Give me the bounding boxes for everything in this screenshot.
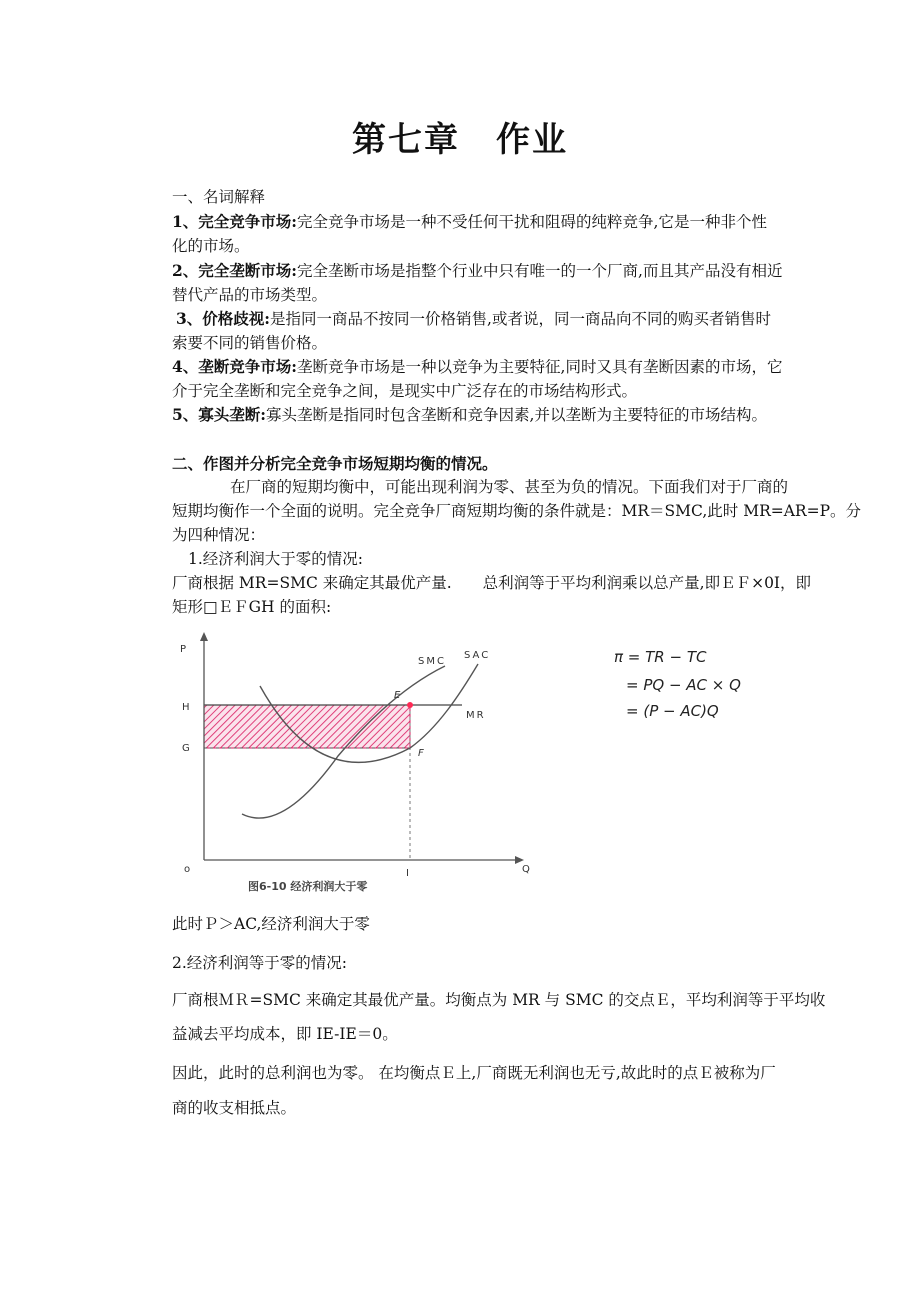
definition-2-line1 <box>172 261 782 281</box>
label-q: Q <box>522 864 530 875</box>
definition-3-line2: 索要不同的销售价格。 <box>172 334 328 352</box>
label-mr: MR <box>466 710 486 721</box>
label-h: H <box>182 702 190 713</box>
label-smc: SMC <box>418 656 446 667</box>
formula-line3: = (P − AC)Q <box>626 702 719 720</box>
definition-1-line2: 化的市场。 <box>172 237 250 255</box>
definition-3-text: 是指同一商品不按同一价格销售,或者说，同一商品向不同的购买者销售时 <box>270 310 771 328</box>
y-axis-arrow <box>200 632 208 641</box>
definition-4-text: 垄断竞争市场是一种以竞争为主要特征,同时又具有垄断因素的市场，它 <box>297 358 783 376</box>
label-f: F <box>418 748 424 759</box>
point-e <box>407 702 413 708</box>
definition-4-term: 4、垄断竞争市场: <box>172 357 298 376</box>
definition-2-term: 2、完全垄断市场: <box>172 261 298 280</box>
definition-5-text: 寡头垄断是指同时包含垄断和竞争因素,并以垄断为主要特征的市场结构。 <box>266 406 767 424</box>
section2-paragraph-line2: 短期均衡作一个全面的说明。完全竞争厂商短期均衡的条件就是：MR＝SMC,此时 MR=AR=P。分 <box>172 502 862 520</box>
definition-1-line1 <box>172 212 767 232</box>
formula-line2: = PQ − AC × Q <box>626 676 741 694</box>
case1-heading: 1.经济利润大于零的情况: <box>188 550 364 568</box>
figure-caption: 图6-10 经济利润大于零 <box>248 880 368 893</box>
case2-text-line1: 厂商根ＭＲ=SMC 来确定其最优产量。均衡点为 MR 与 SMC 的交点Ｅ，平均利润等于平均收 <box>172 991 826 1009</box>
case1-text-line1: 厂商根据 MR=SMC 来确定其最优产量. 总利润等于平均利润乘以总产量,即ＥＦ×0I，即 <box>172 574 812 592</box>
case2-text-line4: 商的收支相抵点。 <box>172 1099 297 1117</box>
section2-heading: 二、作图并分析完全竞争市场短期均衡的情况。 <box>172 454 498 473</box>
label-g: G <box>182 743 190 754</box>
label-e: E <box>394 690 401 701</box>
case2-text-line3: 因此，此时的总利润也为零。 在均衡点Ｅ上,厂商既无利润也无亏,故此时的点Ｅ被称为厂 <box>172 1064 776 1082</box>
definition-1-text: 完全竞争市场是一种不受任何干扰和阻碍的纯粹竞争,它是一种非个性 <box>297 213 767 231</box>
profit-formula <box>608 646 778 736</box>
section2-paragraph-line3: 为四种情况： <box>172 526 266 544</box>
definition-5-line1 <box>172 405 767 425</box>
section1-heading: 一、名词解释 <box>172 188 266 206</box>
section2-paragraph-line1: 在厂商的短期均衡中，可能出现利润为零、甚至为负的情况。下面我们对于厂商的 <box>230 478 789 496</box>
definition-4-line2: 介于完全垄断和完全竞争之间，是现实中广泛存在的市场结构形式。 <box>172 382 638 400</box>
definition-3-line1 <box>176 309 771 329</box>
definition-3-term: 3、价格歧视: <box>176 309 271 328</box>
case2-text-line2: 益减去平均成本，即 IE-IE＝0。 <box>172 1025 398 1043</box>
profit-rectangle <box>204 705 410 748</box>
definition-2-text: 完全垄断市场是指整个行业中只有唯一的一个厂商,而且其产品没有相近 <box>297 262 783 280</box>
formula-line1: π = TR − TC <box>614 648 707 666</box>
page-title: 第七章 作业 <box>352 120 568 160</box>
definition-4-line1 <box>172 357 782 377</box>
label-i: I <box>406 868 409 879</box>
case2-heading: 2.经济利润等于零的情况: <box>172 954 348 972</box>
x-axis-arrow <box>515 856 524 864</box>
profit-figure <box>170 628 540 900</box>
case1-conclusion: 此时Ｐ＞AC,经济利润大于零 <box>172 915 370 933</box>
case1-text-line2: 矩形□ＥＦGH 的面积: <box>172 598 332 616</box>
label-sac: SAC <box>464 650 491 661</box>
definition-2-line2: 替代产品的市场类型。 <box>172 286 328 304</box>
definition-1-term: 1、完全竞争市场: <box>172 212 298 231</box>
label-p: P <box>180 644 187 655</box>
definition-5-term: 5、寡头垄断: <box>172 405 267 424</box>
label-o: o <box>184 864 191 875</box>
